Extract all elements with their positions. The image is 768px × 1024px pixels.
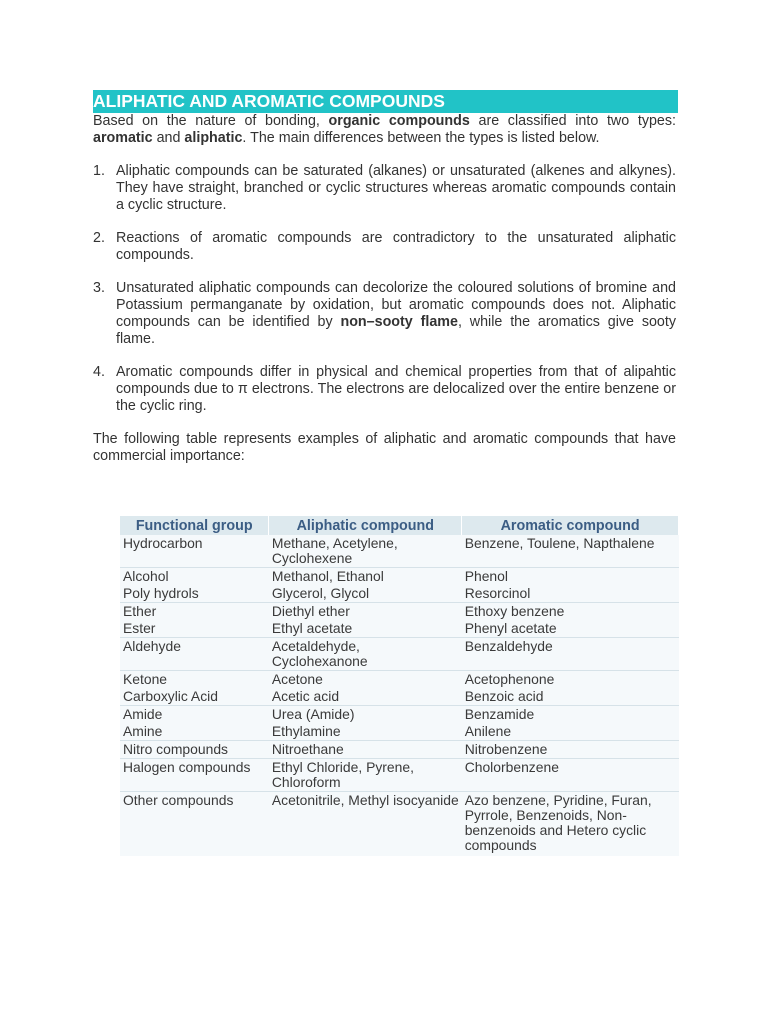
table-row <box>120 723 679 741</box>
cell-aliphatic: Diethyl ether <box>269 603 462 621</box>
cell-aromatic: Benzene, Toulene, Napthalene <box>462 535 679 568</box>
table-header-row <box>120 516 679 535</box>
list-item <box>93 280 676 348</box>
compounds-table <box>120 516 679 856</box>
intro-bold-aliphatic: aliphatic <box>184 130 243 146</box>
cell-functional-group: Ketone <box>120 671 269 689</box>
cell-aliphatic: Acetaldehyde, Cyclohexanone <box>269 638 462 671</box>
cell-aromatic: Phenyl acetate <box>462 620 679 638</box>
page-title: ALIPHATIC AND AROMATIC COMPOUNDS <box>93 90 678 113</box>
differences-list <box>93 163 676 415</box>
intro-text-2: are classified into two types: <box>469 113 676 129</box>
table-intro-paragraph: The following table represents examples of aliphatic and aromatic compounds that have commercial importance: <box>93 431 676 464</box>
cell-functional-group: Amide <box>120 706 269 724</box>
cell-aromatic: Nitrobenzene <box>462 741 679 759</box>
cell-aromatic: Ethoxy benzene <box>462 603 679 621</box>
document-page <box>93 0 676 465</box>
intro-text-4: . The main differences between the types is listed below. <box>242 130 600 146</box>
cell-functional-group: Halogen compounds <box>120 759 269 792</box>
cell-aromatic: Azo benzene, Pyridine, Furan, Pyrrole, Benzenoids, Non-benzenoids and Hetero cyclic compounds <box>462 792 679 857</box>
header-functional-group: Functional group <box>120 516 269 535</box>
cell-functional-group: Ester <box>120 620 269 638</box>
cell-aliphatic: Acetic acid <box>269 688 462 706</box>
cell-aromatic: Benzaldehyde <box>462 638 679 671</box>
cell-functional-group: Nitro compounds <box>120 741 269 759</box>
cell-aromatic: Benzoic acid <box>462 688 679 706</box>
table-row <box>120 688 679 706</box>
cell-functional-group: Poly hydrols <box>120 585 269 603</box>
intro-bold-aromatic: aromatic <box>93 130 153 146</box>
intro-text-1: Based on the nature of bonding, <box>93 113 329 129</box>
cell-aromatic: Cholorbenzene <box>462 759 679 792</box>
cell-functional-group: Ether <box>120 603 269 621</box>
cell-aromatic: Acetophenone <box>462 671 679 689</box>
list-number: 1. <box>93 163 105 179</box>
cell-aliphatic: Methane, Acetylene, Cyclohexene <box>269 535 462 568</box>
cell-functional-group: Carboxylic Acid <box>120 688 269 706</box>
cell-functional-group: Other compounds <box>120 792 269 857</box>
cell-aliphatic: Nitroethane <box>269 741 462 759</box>
cell-aromatic: Anilene <box>462 723 679 741</box>
list-item <box>93 230 676 264</box>
table-row <box>120 568 679 586</box>
header-aliphatic-compound: Aliphatic compound <box>269 516 462 535</box>
list-item-bold: non–sooty flame <box>340 314 458 330</box>
list-number: 3. <box>93 280 105 296</box>
cell-functional-group: Aldehyde <box>120 638 269 671</box>
cell-aromatic: Benzamide <box>462 706 679 724</box>
list-item-text: Aliphatic compounds can be saturated (alkanes) or unsaturated (alkenes and alkynes). They have straight, branched or cyclic structures whereas aromatic compounds contain a cyclic structure. <box>116 163 676 213</box>
cell-aliphatic: Methanol, Ethanol <box>269 568 462 586</box>
table-row <box>120 638 679 671</box>
cell-aromatic: Resorcinol <box>462 585 679 603</box>
list-number: 2. <box>93 230 105 246</box>
cell-functional-group: Amine <box>120 723 269 741</box>
table-row <box>120 535 679 568</box>
cell-functional-group: Alcohol <box>120 568 269 586</box>
cell-aliphatic: Acetone <box>269 671 462 689</box>
list-item <box>93 364 676 415</box>
cell-aliphatic: Ethyl acetate <box>269 620 462 638</box>
intro-bold-organic: organic compounds <box>328 113 470 129</box>
table-row <box>120 585 679 603</box>
list-number: 4. <box>93 364 105 380</box>
cell-functional-group: Hydrocarbon <box>120 535 269 568</box>
table-row <box>120 706 679 724</box>
list-item-text: Reactions of aromatic compounds are contradictory to the unsaturated aliphatic compounds. <box>116 230 676 263</box>
cell-aliphatic: Glycerol, Glycol <box>269 585 462 603</box>
table-row <box>120 741 679 759</box>
intro-text-3: and <box>152 130 185 146</box>
cell-aliphatic: Urea (Amide) <box>269 706 462 724</box>
list-item-text: , while the aromatics give sooty flame. <box>116 314 677 347</box>
table-row <box>120 620 679 638</box>
cell-aliphatic: Ethyl Chloride, Pyrene, Chloroform <box>269 759 462 792</box>
header-aromatic-compound: Aromatic compound <box>462 516 679 535</box>
table-row <box>120 759 679 792</box>
table-row <box>120 671 679 689</box>
intro-paragraph <box>93 113 676 147</box>
list-item-text: Unsaturated aliphatic compounds can decolorize the coloured solutions of bromine and Potassium permanganate by oxidation, but aromatic compounds does not. Aliphatic compounds can be identified by <box>116 280 676 330</box>
table-row <box>120 792 679 857</box>
table-row <box>120 603 679 621</box>
cell-aliphatic: Ethylamine <box>269 723 462 741</box>
list-item <box>93 163 676 214</box>
cell-aromatic: Phenol <box>462 568 679 586</box>
cell-aliphatic: Acetonitrile, Methyl isocyanide <box>269 792 462 857</box>
list-item-text: Aromatic compounds differ in physical and chemical properties from that of alipahtic compounds due to π electrons. The electrons are delocalized over the entire benzene or the cyclic ring. <box>116 364 676 414</box>
